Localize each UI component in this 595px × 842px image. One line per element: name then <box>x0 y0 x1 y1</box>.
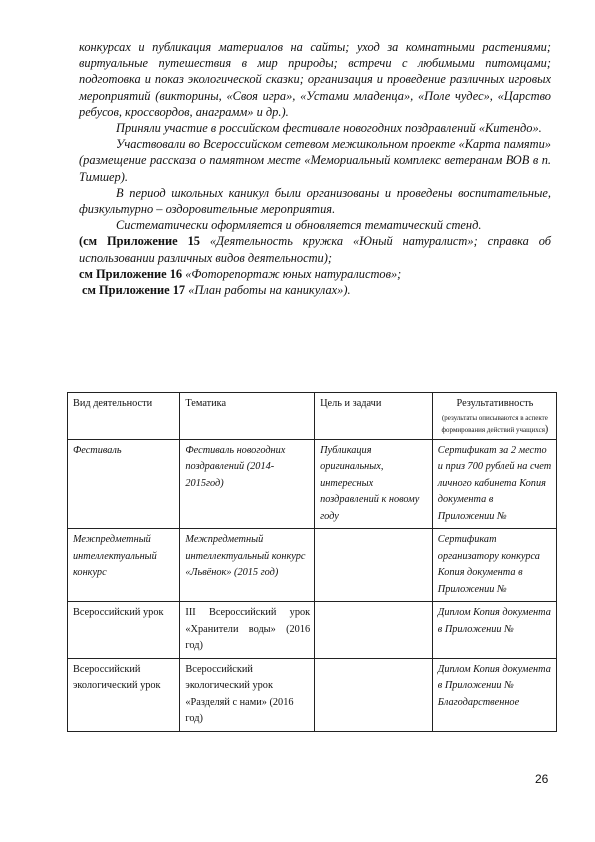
table-header-row <box>68 393 557 440</box>
cell-activity-type: Фестиваль <box>68 439 180 529</box>
table-row <box>68 602 557 659</box>
paragraph-stand: Систематически оформляется и обновляется тематический стенд. <box>116 218 482 233</box>
cell-goals <box>315 602 433 659</box>
header-activity-type: Вид деятельности <box>68 393 180 440</box>
cell-results: Диплом Копия документа в Приложении № <box>432 602 556 659</box>
paragraph-festival: Приняли участие в российском фестивале новогодних поздравлений «Китендо». <box>116 121 542 136</box>
cell-results: Сертификат организатору конкурса Копия документа в Приложении № <box>432 529 556 602</box>
appendix-ref-text: «План работы на каникулах»). <box>185 283 351 298</box>
cell-topic: Межпредметный интеллектуальный конкурс «Львёнок» (2015 год) <box>180 529 315 602</box>
page-number: 26 <box>535 772 549 786</box>
cell-activity-type: Всероссийский экологический урок <box>68 658 180 731</box>
header-topic: Тематика <box>180 393 315 440</box>
table-row <box>68 658 557 731</box>
cell-goals: Публикация оригинальных, интересных поздравлений к новому году <box>315 439 433 529</box>
paragraph-activities: конкурсах и публикация материалов на сайты; уход за комнатными растениями; виртуальные путешествия в мир природы; встречи с любимыми питомцами; подготовка и показ экологической сказки; организация и проведение различных игровых мероприятий (викторины, «Своя игра», «Устами младенца», «Поле чудес», «Царство ребусов, кроссвордов, анаграмм» и др.). <box>79 40 551 119</box>
cell-results: Диплом Копия документа в Приложении № Благодарственное <box>432 658 556 731</box>
table-row <box>68 439 557 529</box>
appendix-ref-label: см Приложение 17 <box>82 283 186 298</box>
cell-activity-type: Всероссийский урок <box>68 602 180 659</box>
cell-topic: Всероссийский экологический урок «Разделяй с нами» (2016 год) <box>180 658 315 731</box>
header-results <box>432 393 556 440</box>
appendix-ref-label: см Приложение 16 <box>79 266 183 281</box>
body-text <box>79 39 551 298</box>
header-results-label: Результативность <box>456 398 534 409</box>
table-row <box>68 529 557 602</box>
activity-table <box>67 392 557 732</box>
cell-activity-type: Межпредметный интеллектуальный конкурс <box>68 529 180 602</box>
appendix-ref-text: «Деятельность кружка «Юный натуралист»; справка об использовании различных видов деятельности); <box>79 234 551 265</box>
appendix-ref-17 <box>79 282 551 298</box>
paragraph-memory-map: Участвовали во Всероссийском сетевом межшкольном проекте «Карта памяти» (размещение рассказа о памятном месте «Мемориальный комплекс ветеранам ВОВ в п. Тимшер). <box>79 137 551 184</box>
cell-goals <box>315 529 433 602</box>
appendix-ref-15: (см Приложение 15 «Деятельность кружка «Юный натуралист»; справка об использовании различных видов деятельности); <box>79 234 551 265</box>
cell-goals <box>315 658 433 731</box>
appendix-ref-label: см Приложение 15 <box>83 234 200 249</box>
cell-results: Сертификат за 2 место и приз 700 рублей на счет личного кабинета Копия документа в Приложении № <box>432 439 556 529</box>
cell-topic: III Всероссийский урок «Хранители воды» (2016 год) <box>180 602 315 659</box>
appendix-ref-16 <box>79 266 551 282</box>
paragraph-holidays: В период школьных каникул были организованы и проведены воспитательные, физкультурно – оздоровительные мероприятия. <box>79 185 551 217</box>
cell-topic: Фестиваль новогодних поздравлений (2014-2015год) <box>180 439 315 529</box>
appendix-ref-text: «Фоторепортаж юных натуралистов»; <box>182 266 402 281</box>
header-goals: Цель и задачи <box>315 393 433 440</box>
header-results-note: (результаты описываются в аспекте формирования действий учащихся) <box>441 413 549 435</box>
